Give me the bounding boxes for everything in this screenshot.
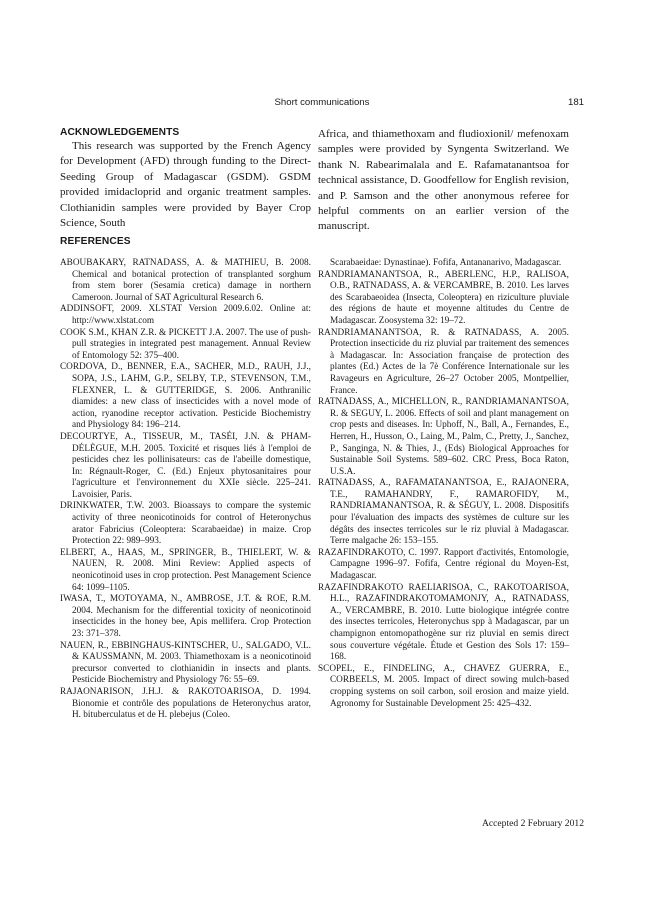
reference-entry: ADDINSOFT, 2009. XLSTAT Version 2009.6.02. Online at: http://www.xlstat.com <box>60 304 311 326</box>
reference-entry: ELBERT, A., HAAS, M., SPRINGER, B., THIELERT, W. & NAUEN, R. 2008. Mini Review: Applied aspects of neonicotinoid uses in crop protection. Pest Management Science 64: 1099–1105. <box>60 547 311 593</box>
accepted-date: Accepted 2 February 2012 <box>481 818 584 829</box>
references-heading: REFERENCES <box>60 236 131 247</box>
reference-entry: ABOUBAKARY, RATNADASS, A. & MATHIEU, B. 2008. Chemical and botanical protection of transplanted sorghum from stem borer (Sesamia cretica) damage in northern Cameroon. Journal of SAT Agricultural Research 6. <box>60 258 311 303</box>
reference-entry: RANDRIAMANANTSOA, R. & RATNADASS, A. 2005. Protection insecticide du riz pluvial par traitement des semences à Madagascar. In: Association française de protection des plantes (Ed.) Actes de la 7è Conférence Internationale sur les Ravageurs en Agriculture, 26–27 October 2005, Montpellier, France. <box>318 327 569 396</box>
reference-entry: DECOURTYE, A., TISSEUR, M., TASÉI, J.N. & PHAM-DÉLÈGUE, M.H. 2005. Toxicité et risques liés à l'emploi de pesticides chez les pollinisateurs: cas de l'abeille domestique, In: Régnault-Roger, C. (Ed.) Enjeux phytosanitaires pour l'agriculture et l'environnement du XXIe siècle. 225–241. Lavoisier, Paris. <box>60 431 311 500</box>
running-header <box>60 97 584 111</box>
reference-entry: NAUEN, R., EBBINGHAUS-KINTSCHER, U., SALGADO, V.L. & KAUSSMANN, M. 2003. Thiamethoxam is a neonicotinoid precursor converted to clothianidin in insects and plants. Pesticide Biochemistry and Physiology 76: 55–69. <box>60 640 311 686</box>
reference-entry: RAJAONARISON, J.H.J. & RAKOTOARISOA, D. 1994. Bionomie et contrôle des populations de Heteronychus arator, H. bituberculatus et de H. plebejus (Coleo. <box>60 686 311 721</box>
references-left-column <box>60 258 311 722</box>
acknowledgements-right-column <box>318 127 569 235</box>
reference-entry: CORDOVA, D., BENNER, E.A., SACHER, M.D., RAUH, J.J., SOPA, J.S., LAHM, G.P., SELBY, T.P., STEVENSON, T.M., FLEXNER, L. & GUTTERIDGE, S. 2006. Anthranilic diamides: a new class of insecticides with a novel mode of action, ryanodine receptor activation. Pesticide Biochemistry and Physiology 84: 196–214. <box>60 362 311 431</box>
reference-entry: RANDRIAMANANTSOA, R., ABERLENC, H.P., RALISOA, O.B., RATNADASS, A. & VERCAMBRE, B. 2010. Les larves des Scarabaeoidea (Insecta, Coleoptera) en riziculture pluviale des régions de haute et moyenne altitudes du Centre de Madagascar. Zoosystema 32: 19–72. <box>318 269 569 326</box>
reference-entry: RAZAFINDRAKOTO, C. 1997. Rapport d'activités, Entomologie, Campagne 1996–97. Fofifa, Centre régional du Moyen-Est, Madagascar. <box>318 547 569 582</box>
references-right-column <box>318 258 569 710</box>
page-number: 181 <box>567 97 584 108</box>
reference-entry: COOK S.M., KHAN Z.R. & PICKETT J.A. 2007. The use of push-pull strategies in integrated pest management. Annual Review of Entomology 52: 375–400. <box>60 327 311 361</box>
reference-entry: DRINKWATER, T.W. 2003. Bioassays to compare the systemic activity of three neonicotinoids for control of Heteronychus arator Fabricius (Coleoptera: Scarabaeidae) in maize. Crop Protection 22: 989–993. <box>60 501 311 547</box>
reference-entry: RAZAFINDRAKOTO RAELIARISOA, C., RAKOTOARISOA, H.L., RAZAFINDRAKOTOMAMONJY, A., RATNADASS, A., VERCAMBRE, B. 2010. Lutte biologique intégrée contre des insectes terricoles, Heteronychus spp à Madagascar, par un champignon entomopathogène sur riz pluvial en semis direct sous couverture végétale. Étude et Gestion des Sols 17: 159–168. <box>318 582 569 663</box>
acknowledgements-text-right: Africa, and thiamethoxam and fludioxionil/ mefenoxam samples were provided by Syngenta Switzerland. We thank N. Rabearimalala and E. Rafamatanantsoa for technical assistance, D. Goodfellow for English revision, and P. Samson and the other anonymous referee for helpful comments on an earlier version of the manuscript. <box>318 128 569 233</box>
reference-entry: SCOPEL, E., FINDELING, A., CHAVEZ GUERRA, E., CORBEELS, M. 2005. Impact of direct sowing mulch-based cropping systems on soil carbon, soil erosion and maize yield. Agronomy for Sustainable Development 25: 425–432. <box>318 663 569 709</box>
reference-entry: IWASA, T., MOTOYAMA, N., AMBROSE, J.T. & ROE, R.M. 2004. Mechanism for the differential toxicity of neonicotinoid insecticides in the honey bee, Apis mellifera. Crop Protection 23: 371–378. <box>60 594 311 639</box>
acknowledgements-text-left: This research was supported by the French Agency for Development (AFD) through funding to the Direct-Seeding Group of Madagascar (GSDM). GSDM provided imidacloprid and organic treatment samples. Clothianidin samples were provided by Bayer Crop Science, South <box>60 140 311 230</box>
running-title: Short communications <box>274 97 370 108</box>
acknowledgements-heading: ACKNOWLEDGEMENTS <box>60 127 180 138</box>
reference-entry: RATNADASS, A., RAFAMATANANTSOA, E., RAJAONERA, T.E., RAMAHANDRY, F., RAMAROFIDY, M., RANDRIAMANANTSOA, R. & SÉGUY, L. 2008. Dispositifs pour l'évaluation des impacts des systèmes de culture sur les dégâts des insectes terricoles sur le riz pluvial à Madagascar. Terre malgache 26: 153–155. <box>318 478 569 547</box>
reference-entry-continued: Scarabaeidae: Dynastinae). Fofifa, Antananarivo, Madagascar. <box>330 258 562 268</box>
acknowledgements-left-column <box>60 127 311 231</box>
reference-entry: RATNADASS, A., MICHELLON, R., RANDRIAMANANTSOA, R. & SEGUY, L. 2006. Effects of soil and plant management on crop pests and diseases. In: Uphoff, N., Ball, A., Fernandes, E., Herren, H., Husson, O., Laing, M., Palm, C., Pretty, J., Sanchez, P., Sanginga, N. & Thies, J., (Eds) Biological Approaches for Sustainable Soil Systems. 589–602. CRC Press, Boca Raton, U.S.A. <box>318 397 569 477</box>
